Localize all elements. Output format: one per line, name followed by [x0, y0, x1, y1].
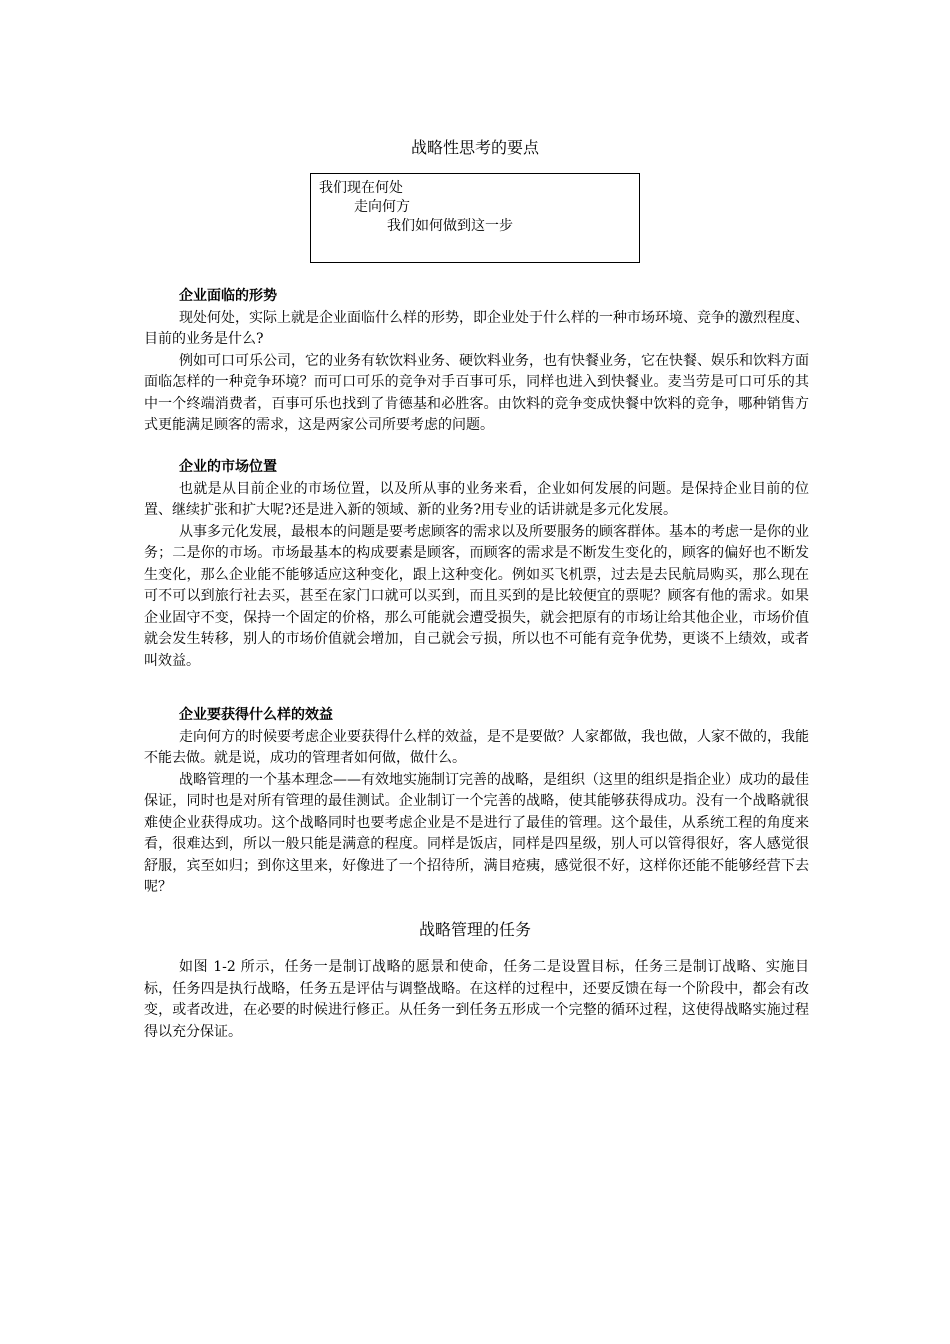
section-heading: 企业的市场位置 [179, 459, 277, 475]
page-title: 战略性思考的要点 [410, 138, 539, 157]
paragraph: 如图 1-2 所示，任务一是制订战略的愿景和使命，任务二是设置目标，任务三是制订战略、实施目标，任务四是执行战略，任务五是评估与调整战略。在这样的过程中，还要反馈在每一个阶段中，都会有改变，或者改进，在必要的时候进行修正。从任务一到任务五形成一个完整的循环过程，这使得战略实施过程得以充分保证。 [144, 959, 809, 1040]
section-market-position [144, 457, 809, 672]
section-heading: 企业面临的形势 [179, 288, 277, 304]
section-heading: 企业要获得什么样的效益 [179, 707, 333, 723]
paragraph: 战略管理的一个基本理念——有效地实施制订完善的战略，是组织（这里的组织是指企业）成功的最佳保证，同时也是对所有管理的最佳测试。企业制订一个完善的战略，使其能够获得成功。没有一个战略就很难使企业获得成功。这个战略同时也要考虑企业是不是进行了最佳的管理。这个最佳，从系统工程的角度来看，很难达到，所以一般只能是满意的程度。同样是饭店，同样是四星级，别人可以管得很好，客人感觉很舒服，宾至如归；到你这里来，好像进了一个招待所，满目疮痍，感觉很不好，这样你还能不能够经营下去呢？ [144, 771, 809, 895]
section-situation [144, 286, 809, 437]
paragraph: 例如可口可乐公司，它的业务有软饮料业务、硬饮料业务，也有快餐业务，它在快餐、娱乐和饮料方面面临怎样的一种竞争环境？而可口可乐的竞争对手百事可乐，同样也进入到快餐业。麦当劳是可口可乐的其中一个终端消费者，百事可乐也找到了肯德基和必胜客。由饮料的竞争变成快餐中饮料的竞争，哪种销售方式更能满足顾客的需求，这是两家公司所要考虑的问题。 [144, 352, 809, 433]
box-line-3: 我们如何做到这一步 [387, 218, 513, 234]
box-line-1: 我们现在何处 [319, 180, 403, 196]
paragraph: 也就是从目前企业的市场位置，以及所从事的业务来看，企业如何发展的问题。是保持企业目前的位置、继续扩张和扩大呢?还是进入新的领域、新的业务?用专业的话讲就是多元化发展。 [144, 480, 809, 518]
section-benefits [144, 705, 809, 899]
box-line-2: 走向何方 [354, 199, 410, 215]
paragraph: 现处何处，实际上就是企业面临什么样的形势，即企业处于什么样的一种市场环境、竞争的激烈程度、目前的业务是什么? [144, 309, 809, 347]
paragraph: 从事多元化发展，最根本的问题是要考虑顾客的需求以及所要服务的顾客群体。基本的考虑一是你的业务；二是你的市场。市场最基本的构成要素是顾客，而顾客的需求是不断发生变化的，顾客的偏好也不断发生变化，那么企业能不能够适应这种变化，跟上这种变化。例如买飞机票，过去是去民航局购买，那么现在可不可以到旅行社去买，甚至在家门口就可以买到，而且买到的是比较便宜的票呢？顾客有他的需求。如果企业固守不变，保持一个固定的价格，那么可能就会遭受损失，就会把原有的市场让给其他企业，市场价值就会发生转移，别人的市场价值就会增加，自己就会亏损，所以也不可能有竞争优势，更谈不上绩效，或者叫效益。 [144, 523, 809, 669]
section-tasks [144, 957, 809, 1043]
section-title-tasks: 战略管理的任务 [418, 920, 531, 939]
key-questions-box [310, 173, 640, 263]
paragraph: 走向何方的时候要考虑企业要获得什么样的效益，是不是要做？人家都做，我也做，人家不做的，我能不能去做。就是说，成功的管理者如何做，做什么。 [144, 728, 809, 766]
